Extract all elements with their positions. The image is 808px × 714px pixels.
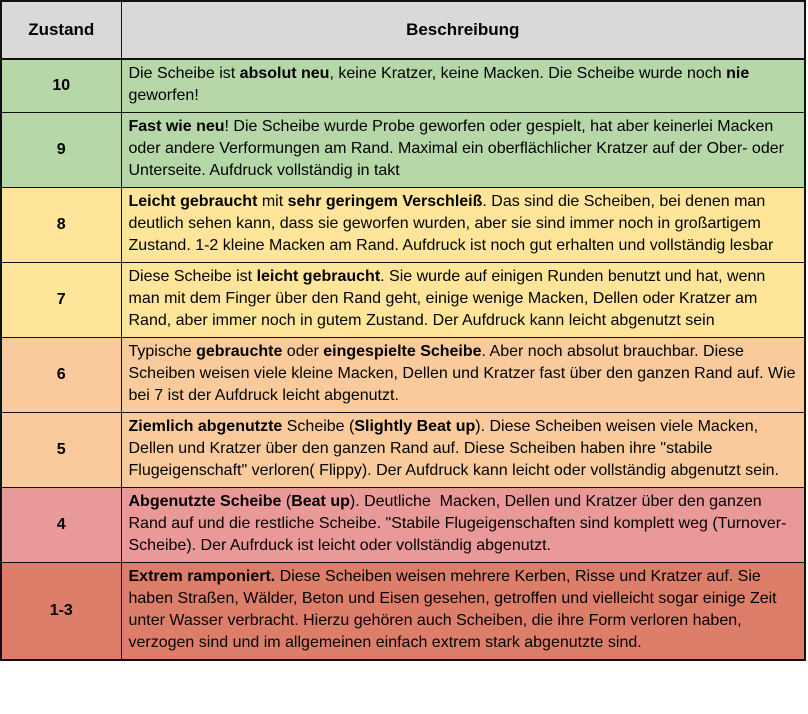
condition-cell: 4	[1, 488, 121, 563]
table-row	[1, 113, 805, 188]
condition-cell: 7	[1, 263, 121, 338]
table-row	[1, 413, 805, 488]
condition-cell: 8	[1, 188, 121, 263]
table-row	[1, 563, 805, 661]
description-cell: Diese Scheibe ist leicht gebraucht. Sie wurde auf einigen Runden benutzt und hat, wenn man mit dem Finger über den Rand geht, einige wenige Macken, Dellen oder Kratzer am Rand, aber immer noch in gutem Zustand. Der Aufdruck kann leicht abgenutzt sein	[121, 263, 805, 338]
table-row	[1, 59, 805, 113]
table-row	[1, 338, 805, 413]
header-condition: Zustand	[1, 1, 121, 59]
description-cell: Extrem ramponiert. Diese Scheiben weisen mehrere Kerben, Risse und Kratzer auf. Sie haben Straßen, Wälder, Beton und Eisen gesehen, getroffen und vielleicht sogar einige Zeit unter Wasser verbracht. Hierzu gehören auch Scheiben, die ihre Form verloren haben, verzogen sind und im allgemeinen einfach extrem stark abgenutzte sind.	[121, 563, 805, 661]
table-row	[1, 263, 805, 338]
description-cell: Fast wie neu! Die Scheibe wurde Probe geworfen oder gespielt, hat aber keinerlei Macken oder andere Verformungen am Rand. Maximal ein oberflächlicher Kratzer auf der Ober- oder Unterseite. Aufdruck vollständig in takt	[121, 113, 805, 188]
description-cell: Abgenutzte Scheibe (Beat up). Deutliche Macken, Dellen und Kratzer über den ganzen Rand auf und die restliche Scheibe. "Stabile Flugeigenschaften sind komplett weg (Turnover-Scheibe). Der Aufrduck ist leicht oder vollständig abgenutzt.	[121, 488, 805, 563]
condition-cell: 5	[1, 413, 121, 488]
description-cell: Leicht gebraucht mit sehr geringem Verschleiß. Das sind die Scheiben, bei denen man deutlich sehen kann, dass sie geworfen wurden, aber sie sind immer noch in großartigem Zustand. 1-2 kleine Macken am Rand. Aufdruck ist noch gut erhalten und vollständig lesbar	[121, 188, 805, 263]
header-description: Beschreibung	[121, 1, 805, 59]
table-row	[1, 188, 805, 263]
description-cell: Ziemlich abgenutzte Scheibe (Slightly Beat up). Diese Scheiben weisen viele Macken, Dellen und Kratzer über den ganzen Rand auf. Diese Scheiben haben ihre "stabile Flugeigenschaft" verloren( Flippy). Der Aufdruck kann leicht oder vollständig abgenutzt sein.	[121, 413, 805, 488]
condition-cell: 1-3	[1, 563, 121, 661]
table-body	[1, 59, 805, 660]
description-cell: Typische gebrauchte oder eingespielte Scheibe. Aber noch absolut brauchbar. Diese Scheiben weisen viele kleine Macken, Dellen und Kratzer fast über den ganzen Rand auf. Wie bei 7 ist der Aufdruck leicht abgenutzt.	[121, 338, 805, 413]
condition-cell: 6	[1, 338, 121, 413]
description-cell: Die Scheibe ist absolut neu, keine Kratzer, keine Macken. Die Scheibe wurde noch nie geworfen!	[121, 59, 805, 113]
table-header	[1, 1, 805, 59]
table-row	[1, 488, 805, 563]
header-row	[1, 1, 805, 59]
condition-cell: 10	[1, 59, 121, 113]
condition-cell: 9	[1, 113, 121, 188]
